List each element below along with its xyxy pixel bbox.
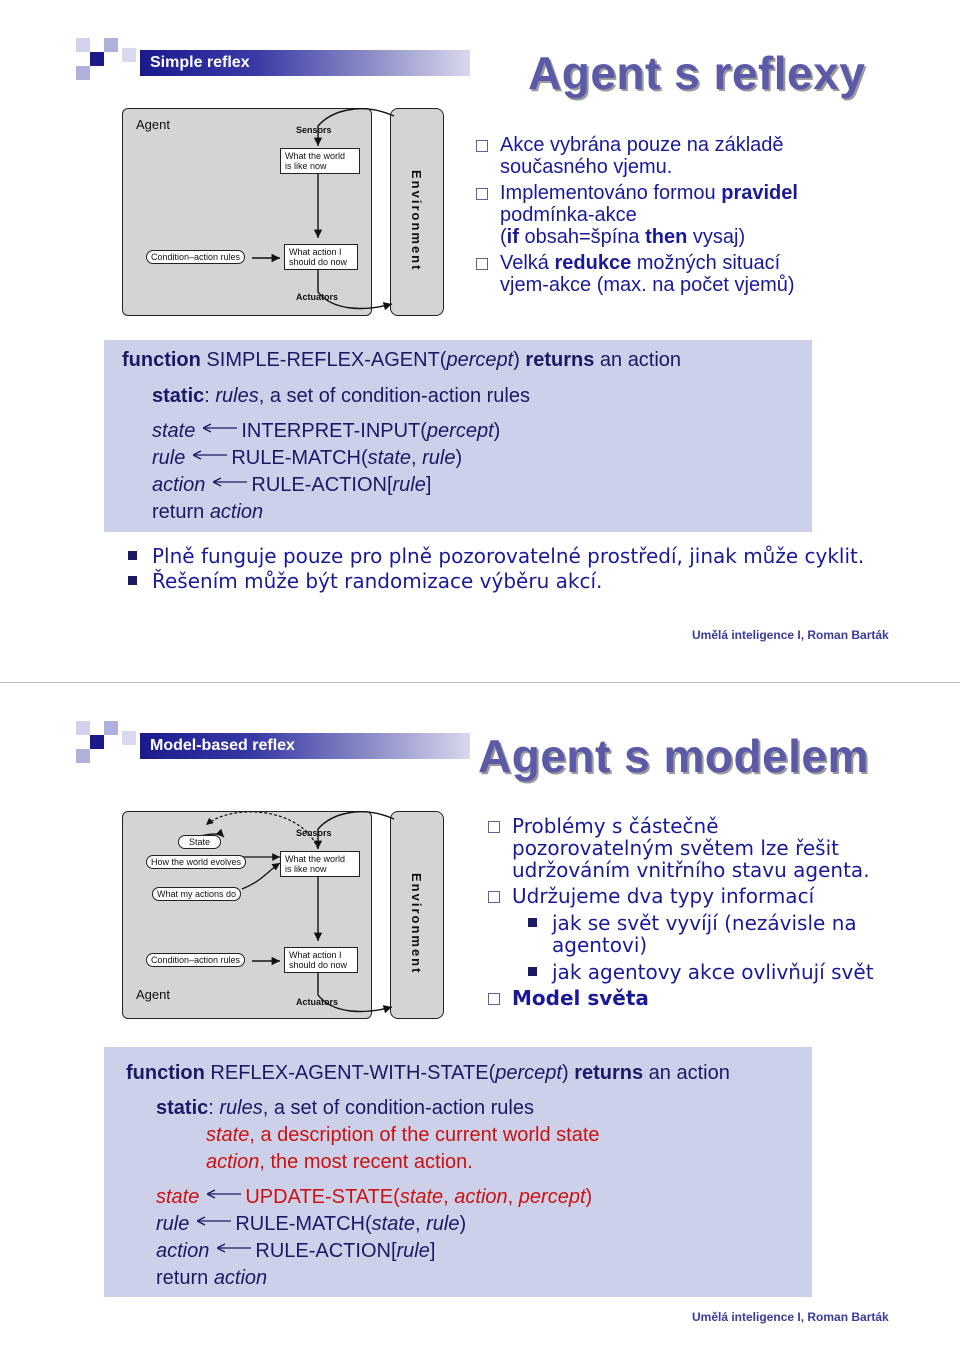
diagram-arrows	[122, 108, 446, 316]
diagram-arrows	[122, 811, 446, 1019]
note-1-text: Plně funguje pouze pro plně pozorovatelné prostředí, jinak může cyklit.	[152, 544, 865, 568]
agent-label: Agent	[136, 117, 170, 132]
bullet-2-text: Udržujeme dva typy informací	[512, 884, 815, 908]
left-arrow-icon	[193, 450, 227, 460]
footer-credit: Umělá inteligence I, Roman Barták	[692, 1310, 889, 1324]
code-line-action: action RULE-ACTION[rule]	[152, 474, 432, 496]
code-line-function: function REFLEX-AGENT-WITH-STATE(percept) returns an action	[126, 1062, 730, 1084]
section-tag-label: Simple reflex	[150, 54, 250, 71]
hollow-square-bullet-icon	[476, 140, 488, 152]
hollow-square-bullet-icon	[488, 891, 500, 903]
action-now-box	[284, 947, 358, 973]
world-evolves-box: How the world evolves	[146, 855, 246, 869]
filled-square-bullet-icon	[128, 551, 137, 560]
hollow-square-bullet-icon	[488, 993, 500, 1005]
bullet-1-text: Akce vybrána pouze na základě	[500, 134, 784, 156]
code-line-static: static: rules, a set of condition-action rules	[152, 385, 530, 407]
action-now-box	[284, 244, 358, 270]
bullet-2-line3: (if obsah=špína then vysaj)	[500, 226, 746, 248]
action-now-line2: should do now	[289, 960, 348, 970]
bullet-1-line1: Problémy s částečně	[512, 814, 719, 838]
code-line-state-desc: state, a description of the current world state	[206, 1124, 600, 1146]
sub-bullet-2-text: jak agentovy akce ovlivňují svět	[552, 960, 874, 984]
left-arrow-icon	[197, 1216, 231, 1226]
action-now-line1: What action I	[289, 950, 342, 960]
bullet-3-line2: vjem-akce (max. na počet vjemů)	[500, 274, 795, 296]
world-now-line1: What the world	[285, 151, 346, 161]
left-arrow-icon	[213, 477, 247, 487]
sub-bullet-2	[552, 961, 874, 983]
bullet-3	[512, 987, 649, 1009]
world-now-line1: What the world	[285, 854, 346, 864]
code-line-static: static: rules, a set of condition-action rules	[156, 1097, 534, 1119]
bullet-1	[500, 134, 784, 178]
bullet-3-text: Velká	[500, 252, 555, 274]
bullet-3-rest: možných situací	[631, 252, 781, 274]
action-now-line2: should do now	[289, 257, 348, 267]
header-decoration	[76, 721, 136, 771]
bullet-2	[500, 182, 798, 248]
header-decoration	[76, 38, 136, 88]
code-line-state: state INTERPRET-INPUT(percept)	[152, 420, 501, 442]
hollow-square-bullet-icon	[476, 188, 488, 200]
note-1	[152, 545, 864, 567]
code-line-return: return action	[156, 1267, 268, 1289]
bullet-2	[512, 885, 814, 907]
note-2-text: Řešením může být randomizace výběru akcí.	[152, 569, 603, 593]
code-line-rule: rule RULE-MATCH(state, rule)	[156, 1213, 467, 1235]
filled-square-bullet-icon	[528, 967, 537, 976]
code-line-function: function SIMPLE-REFLEX-AGENT(percept) returns an action	[122, 349, 682, 371]
slide-model-based-reflex	[0, 683, 960, 1367]
sensors-label: Sensors	[296, 828, 332, 838]
agent-label: Agent	[136, 987, 170, 1002]
bullet-2-bold: pravidel	[721, 182, 798, 204]
slide-title: Agent s reflexy	[528, 47, 866, 99]
model-based-reflex-diagram	[122, 811, 446, 1019]
code-line-action: action RULE-ACTION[rule]	[156, 1240, 436, 1262]
left-arrow-icon	[203, 423, 237, 433]
state-box: State	[178, 835, 221, 849]
left-arrow-icon	[217, 1243, 251, 1253]
code-line-return: return action	[152, 501, 264, 523]
simple-reflex-diagram	[122, 108, 446, 316]
world-now-box	[280, 148, 360, 174]
bullet-3-text: Model světa	[512, 986, 649, 1010]
bullet-2-text: Implementováno formou	[500, 182, 722, 204]
action-now-line1: What action I	[289, 247, 342, 257]
sensors-label: Sensors	[296, 125, 332, 135]
hollow-square-bullet-icon	[488, 821, 500, 833]
note-2	[152, 570, 602, 592]
bullet-3	[500, 252, 795, 296]
section-tag	[140, 50, 470, 76]
environment-label: Environment	[409, 170, 424, 272]
bullet-2-line2: podmínka-akce	[500, 204, 637, 226]
code-line-action-desc: action, the most recent action.	[206, 1151, 473, 1173]
my-actions-box: What my actions do	[152, 887, 241, 901]
bullet-1	[512, 815, 870, 881]
hollow-square-bullet-icon	[476, 258, 488, 270]
filled-square-bullet-icon	[128, 576, 137, 585]
condition-action-rules-box: Condition–action rules	[146, 953, 245, 967]
environment-label: Environment	[409, 873, 424, 975]
actuators-label: Actuators	[296, 997, 339, 1007]
world-now-line2: is like now	[285, 161, 327, 171]
world-now-box	[280, 851, 360, 877]
condition-action-rules-box: Condition–action rules	[146, 250, 245, 264]
left-arrow-icon	[207, 1189, 241, 1199]
slide-simple-reflex	[0, 0, 960, 683]
slide-title: Agent s modelem	[478, 730, 869, 782]
section-tag	[140, 733, 470, 759]
actuators-label: Actuators	[296, 292, 339, 302]
code-line-update-state: state UPDATE-STATE(state, action, percept)	[156, 1186, 593, 1208]
bullet-1-line2: pozorovatelným světem lze řešit	[512, 836, 840, 860]
code-line-rule: rule RULE-MATCH(state, rule)	[152, 447, 463, 469]
world-now-line2: is like now	[285, 864, 327, 874]
bullet-1-line3: udržováním vnitřního stavu agenta.	[512, 858, 870, 882]
bullet-1-line2: současného vjemu.	[500, 156, 673, 178]
bullet-3-bold: redukce	[554, 252, 632, 274]
sub-bullet-1-line2: agentovi)	[552, 933, 648, 957]
section-tag-label: Model-based reflex	[150, 737, 295, 754]
sub-bullet-1	[552, 912, 857, 956]
footer-credit: Umělá inteligence I, Roman Barták	[692, 628, 889, 642]
sub-bullet-1-line1: jak se svět vyvíjí (nezávisle na	[552, 911, 857, 935]
filled-square-bullet-icon	[528, 918, 537, 927]
